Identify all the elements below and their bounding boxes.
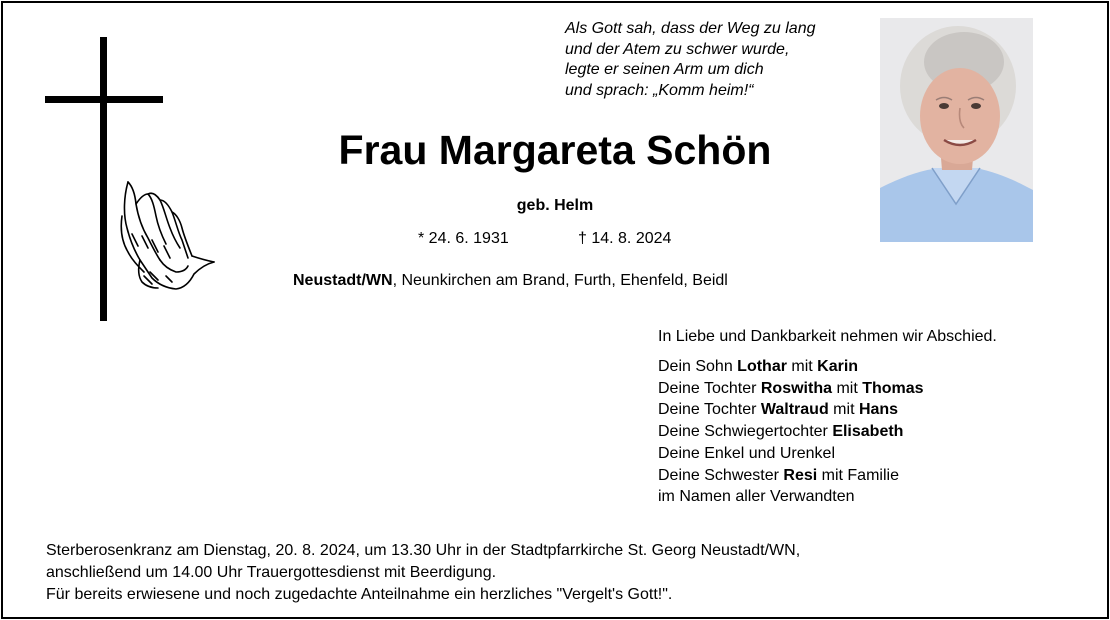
farewell-text: In Liebe und Dankbarkeit nehmen wir Abschied.: [658, 328, 997, 345]
maiden-name: geb. Helm: [516, 197, 594, 214]
deceased-name: Frau Margareta Schön: [338, 127, 772, 173]
family-line: Deine Schwiegertochter Elisabeth: [658, 423, 904, 441]
family-line: im Namen aller Verwandten: [658, 488, 855, 506]
family-line: Deine Schwester Resi mit Familie: [658, 466, 899, 484]
footer-line: Sterberosenkranz am Dienstag, 20. 8. 2024, um 13.30 Uhr in der Stadtpfarrkirche St. Georg Neustadt/WN,: [46, 542, 801, 559]
footer-line: Für bereits erwiesene und noch zugedachte Anteilnahme ein herzliches "Vergelt's Gott!".: [46, 585, 673, 603]
birth-date: * 24. 6. 1931: [418, 230, 509, 247]
places-other: , Neunkirchen am Brand, Furth, Ehenfeld, Beidl: [392, 272, 728, 289]
service-info: [46, 540, 800, 605]
portrait-photo: [880, 18, 1033, 242]
poem-line: und sprach: „Komm heim!“: [565, 81, 754, 99]
family-line: Deine Enkel und Urenkel: [658, 444, 835, 462]
poem: [565, 19, 816, 101]
poem-line: und der Atem zu schwer wurde,: [565, 40, 790, 58]
places: [293, 272, 728, 290]
family-list: [658, 356, 924, 508]
footer-line: anschließend um 14.00 Uhr Trauergottesdienst mit Beerdigung.: [46, 563, 497, 581]
place-main: Neustadt/WN: [293, 272, 393, 289]
family-line: Dein Sohn Lothar mit Karin: [658, 358, 859, 375]
family-line: Deine Tochter Waltraud mit Hans: [658, 401, 899, 419]
poem-line: Als Gott sah, dass der Weg zu lang: [565, 20, 816, 37]
praying-hands-icon: [118, 176, 218, 296]
poem-line: legte er seinen Arm um dich: [565, 61, 764, 78]
family-line: Deine Tochter Roswitha mit Thomas: [658, 379, 924, 397]
death-date: † 14. 8. 2024: [578, 230, 672, 247]
